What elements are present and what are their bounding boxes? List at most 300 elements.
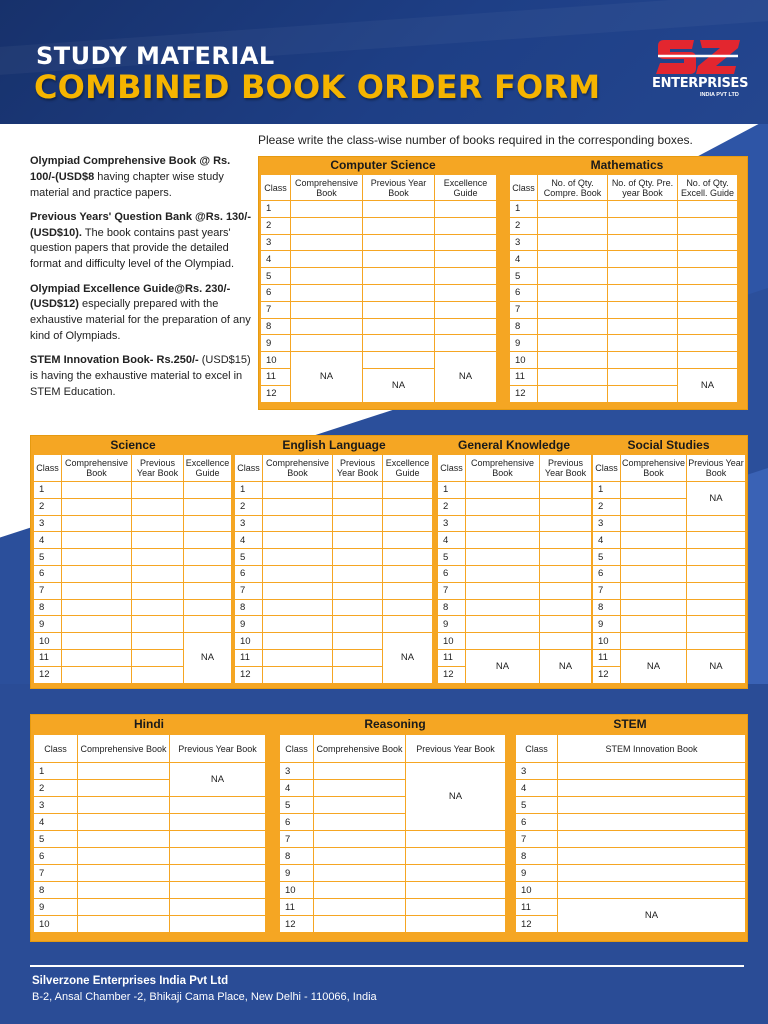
quantity-input-cell[interactable] [608,385,678,402]
quantity-input-cell[interactable] [62,515,132,532]
quantity-input-cell[interactable] [538,201,608,218]
quantity-input-cell[interactable] [687,582,746,599]
quantity-input-cell[interactable] [184,582,232,599]
quantity-input-cell[interactable] [333,649,383,666]
quantity-input-cell[interactable] [608,352,678,369]
quantity-input-cell[interactable] [184,565,232,582]
quantity-input-cell[interactable] [538,368,608,385]
quantity-input-cell[interactable] [435,301,497,318]
table-row [593,649,746,666]
table-row [280,865,506,882]
class-number: 6 [235,565,263,582]
table-row [235,565,433,582]
quantity-input-cell[interactable] [687,549,746,566]
quantity-input-cell[interactable] [466,549,540,566]
class-number: 6 [516,814,558,831]
class-number: 2 [510,217,538,234]
book-description [30,353,252,400]
quantity-input-cell[interactable] [363,318,435,335]
quantity-input-cell[interactable] [170,899,266,916]
class-number: 10 [516,882,558,899]
quantity-input-cell[interactable] [333,599,383,616]
quantity-input-cell[interactable] [291,268,363,285]
quantity-input-cell[interactable] [538,284,608,301]
quantity-input-cell[interactable] [558,797,746,814]
class-number: 12 [261,385,291,402]
table-row [516,865,746,882]
quantity-input-cell[interactable] [78,780,170,797]
quantity-input-cell[interactable] [291,217,363,234]
quantity-input-cell[interactable] [466,633,540,650]
quantity-input-cell[interactable] [62,633,132,650]
class-number: 11 [438,649,466,666]
quantity-input-cell[interactable] [608,301,678,318]
quantity-input-cell[interactable] [363,301,435,318]
book-column-header: Comprehensive Book [466,455,540,482]
class-number: 7 [34,582,62,599]
quantity-input-cell[interactable] [608,335,678,352]
class-number: 3 [235,515,263,532]
table-row [235,599,433,616]
class-number: 10 [280,882,314,899]
quantity-input-cell[interactable] [333,666,383,683]
order-table-stem [515,734,746,933]
quantity-input-cell[interactable] [678,352,738,369]
quantity-input-cell[interactable] [608,251,678,268]
quantity-input-cell[interactable] [132,498,184,515]
table-row [593,532,746,549]
quantity-input-cell[interactable] [62,549,132,566]
quantity-input-cell[interactable] [540,616,592,633]
table-row [510,201,738,218]
class-number: 11 [593,649,621,666]
quantity-input-cell[interactable] [678,217,738,234]
quantity-input-cell[interactable] [62,498,132,515]
class-number: 5 [516,797,558,814]
quantity-input-cell[interactable] [263,582,333,599]
quantity-input-cell[interactable] [466,582,540,599]
class-number: 3 [593,515,621,532]
quantity-input-cell[interactable] [291,301,363,318]
order-table-mathematics [509,174,738,403]
quantity-input-cell[interactable] [435,251,497,268]
quantity-input-cell[interactable] [406,899,506,916]
quantity-input-cell[interactable] [687,532,746,549]
quantity-input-cell[interactable] [435,234,497,251]
quantity-input-cell[interactable] [333,582,383,599]
quantity-input-cell[interactable] [687,616,746,633]
quantity-input-cell[interactable] [558,848,746,865]
quantity-input-cell[interactable] [263,515,333,532]
class-number: 11 [510,368,538,385]
quantity-input-cell[interactable] [558,865,746,882]
class-number: 1 [34,482,62,499]
table-row [280,763,506,780]
quantity-input-cell[interactable] [170,848,266,865]
quantity-input-cell[interactable] [132,549,184,566]
quantity-input-cell[interactable] [263,599,333,616]
quantity-input-cell[interactable] [678,284,738,301]
quantity-input-cell[interactable] [78,916,170,933]
quantity-input-cell[interactable] [333,565,383,582]
quantity-input-cell[interactable] [621,515,687,532]
quantity-input-cell[interactable] [435,217,497,234]
quantity-input-cell[interactable] [263,616,333,633]
book-column-header: Comprehensive Book [621,455,687,482]
table-row [34,814,266,831]
table-row [516,899,746,916]
quantity-input-cell[interactable] [363,234,435,251]
quantity-input-cell[interactable] [538,385,608,402]
quantity-input-cell[interactable] [538,301,608,318]
quantity-input-cell[interactable] [466,532,540,549]
table-row [280,831,506,848]
quantity-input-cell[interactable] [291,318,363,335]
quantity-input-cell[interactable] [608,201,678,218]
quantity-input-cell[interactable] [78,899,170,916]
quantity-input-cell[interactable] [466,616,540,633]
quantity-input-cell[interactable] [314,814,406,831]
quantity-input-cell[interactable] [466,599,540,616]
quantity-input-cell[interactable] [263,666,333,683]
quantity-input-cell[interactable] [363,352,435,369]
quantity-input-cell[interactable] [435,318,497,335]
quantity-input-cell[interactable] [363,335,435,352]
quantity-input-cell[interactable] [333,549,383,566]
quantity-input-cell[interactable] [406,848,506,865]
quantity-input-cell[interactable] [314,763,406,780]
quantity-input-cell[interactable] [678,318,738,335]
quantity-input-cell[interactable] [170,865,266,882]
quantity-input-cell[interactable] [540,515,592,532]
quantity-input-cell[interactable] [538,268,608,285]
quantity-input-cell[interactable] [132,666,184,683]
quantity-input-cell[interactable] [184,482,232,499]
quantity-input-cell[interactable] [291,251,363,268]
class-number: 5 [438,549,466,566]
quantity-input-cell[interactable] [608,368,678,385]
quantity-input-cell[interactable] [132,482,184,499]
na-cell: NA [678,368,738,402]
quantity-input-cell[interactable] [170,814,266,831]
quantity-input-cell[interactable] [333,616,383,633]
quantity-input-cell[interactable] [621,582,687,599]
quantity-input-cell[interactable] [621,633,687,650]
class-number: 7 [280,831,314,848]
table-row [235,633,433,650]
quantity-input-cell[interactable] [621,565,687,582]
quantity-input-cell[interactable] [333,633,383,650]
table-row [261,335,497,352]
class-number: 12 [510,385,538,402]
quantity-input-cell[interactable] [78,882,170,899]
quantity-input-cell[interactable] [363,201,435,218]
class-number: 8 [438,599,466,616]
quantity-input-cell[interactable] [184,498,232,515]
quantity-input-cell[interactable] [406,916,506,933]
quantity-input-cell[interactable] [621,599,687,616]
quantity-input-cell[interactable] [435,284,497,301]
quantity-input-cell[interactable] [558,882,746,899]
quantity-input-cell[interactable] [263,649,333,666]
quantity-input-cell[interactable] [678,201,738,218]
quantity-input-cell[interactable] [62,582,132,599]
class-number: 10 [438,633,466,650]
table-row [438,582,592,599]
quantity-input-cell[interactable] [62,666,132,683]
quantity-input-cell[interactable] [621,532,687,549]
quantity-input-cell[interactable] [435,201,497,218]
table-row [261,352,497,369]
book-detail: The book contains past years' question papers that provide the detailed format and difficulty level of the Olympiad. [30,226,235,271]
header-title: COMBINED BOOK ORDER FORM [34,68,601,106]
quantity-input-cell[interactable] [263,565,333,582]
quantity-input-cell[interactable] [333,482,383,499]
quantity-input-cell[interactable] [540,549,592,566]
quantity-input-cell[interactable] [78,865,170,882]
na-cell: NA [184,633,232,683]
quantity-input-cell[interactable] [538,251,608,268]
quantity-input-cell[interactable] [678,268,738,285]
table-row [438,532,592,549]
quantity-input-cell[interactable] [132,582,184,599]
class-number: 5 [235,549,263,566]
quantity-input-cell[interactable] [383,582,433,599]
quantity-input-cell[interactable] [291,234,363,251]
quantity-input-cell[interactable] [170,916,266,933]
quantity-input-cell[interactable] [184,599,232,616]
quantity-input-cell[interactable] [687,515,746,532]
quantity-input-cell[interactable] [678,251,738,268]
class-column-header: Class [516,735,558,763]
quantity-input-cell[interactable] [435,335,497,352]
quantity-input-cell[interactable] [540,599,592,616]
quantity-input-cell[interactable] [263,482,333,499]
order-table-gk [437,454,592,684]
quantity-input-cell[interactable] [621,616,687,633]
quantity-input-cell[interactable] [558,831,746,848]
quantity-input-cell[interactable] [466,482,540,499]
quantity-input-cell[interactable] [170,797,266,814]
quantity-input-cell[interactable] [62,482,132,499]
book-column-header: Comprehensive Book [78,735,170,763]
quantity-input-cell[interactable] [132,616,184,633]
quantity-input-cell[interactable] [540,565,592,582]
quantity-input-cell[interactable] [540,482,592,499]
quantity-input-cell[interactable] [538,217,608,234]
class-number: 6 [34,848,78,865]
table-row [510,268,738,285]
quantity-input-cell[interactable] [406,831,506,848]
quantity-input-cell[interactable] [170,831,266,848]
quantity-input-cell[interactable] [314,899,406,916]
quantity-input-cell[interactable] [538,318,608,335]
quantity-input-cell[interactable] [132,633,184,650]
class-number: 5 [510,268,538,285]
quantity-input-cell[interactable] [62,599,132,616]
quantity-input-cell[interactable] [608,284,678,301]
quantity-input-cell[interactable] [538,335,608,352]
quantity-input-cell[interactable] [435,268,497,285]
quantity-input-cell[interactable] [184,549,232,566]
footer-address: B-2, Ansal Chamber -2, Bhikaji Cama Place, New Delhi - 110066, India [32,991,377,1003]
class-column-header: Class [438,455,466,482]
quantity-input-cell[interactable] [608,234,678,251]
class-number: 12 [516,916,558,933]
quantity-input-cell[interactable] [540,633,592,650]
class-number: 8 [261,318,291,335]
table-row [516,763,746,780]
quantity-input-cell[interactable] [687,599,746,616]
quantity-input-cell[interactable] [184,515,232,532]
quantity-input-cell[interactable] [78,763,170,780]
book-detail: especially prepared with the exhaustive material for the preparation of any kind of Olympiads. [30,298,251,342]
quantity-input-cell[interactable] [363,251,435,268]
quantity-input-cell[interactable] [608,268,678,285]
quantity-input-cell[interactable] [170,882,266,899]
quantity-input-cell[interactable] [538,352,608,369]
quantity-input-cell[interactable] [263,549,333,566]
table-row [34,831,266,848]
quantity-input-cell[interactable] [621,498,687,515]
quantity-input-cell[interactable] [687,633,746,650]
class-number: 11 [261,368,291,385]
book-column-header: No. of Qty. Compre. Book [538,175,608,201]
na-cell: NA [687,482,746,516]
na-cell: NA [687,649,746,683]
quantity-input-cell[interactable] [314,848,406,865]
quantity-input-cell[interactable] [78,848,170,865]
quantity-input-cell[interactable] [540,582,592,599]
quantity-input-cell[interactable] [314,831,406,848]
quantity-input-cell[interactable] [363,284,435,301]
quantity-input-cell[interactable] [678,301,738,318]
quantity-input-cell[interactable] [678,335,738,352]
table-row [510,251,738,268]
order-table-english [234,454,433,684]
quantity-input-cell[interactable] [406,865,506,882]
table-row [34,549,232,566]
quantity-input-cell[interactable] [383,565,433,582]
quantity-input-cell[interactable] [62,565,132,582]
table-row [438,515,592,532]
quantity-input-cell[interactable] [333,532,383,549]
class-number: 8 [34,599,62,616]
quantity-input-cell[interactable] [383,498,433,515]
table-row [261,201,497,218]
quantity-input-cell[interactable] [383,549,433,566]
quantity-input-cell[interactable] [687,565,746,582]
quantity-input-cell[interactable] [383,515,433,532]
table-row [593,482,746,499]
quantity-input-cell[interactable] [558,814,746,831]
quantity-input-cell[interactable] [62,532,132,549]
order-table-social [592,454,746,684]
table-row [34,882,266,899]
quantity-input-cell[interactable] [383,532,433,549]
quantity-input-cell[interactable] [263,532,333,549]
quantity-input-cell[interactable] [314,797,406,814]
quantity-input-cell[interactable] [263,498,333,515]
class-number: 11 [34,649,62,666]
quantity-input-cell[interactable] [291,201,363,218]
quantity-input-cell[interactable] [466,498,540,515]
quantity-input-cell[interactable] [363,217,435,234]
quantity-input-cell[interactable] [558,780,746,797]
quantity-input-cell[interactable] [314,916,406,933]
class-number: 4 [593,532,621,549]
table-row [510,217,738,234]
quantity-input-cell[interactable] [78,797,170,814]
quantity-input-cell[interactable] [184,532,232,549]
quantity-input-cell[interactable] [538,234,608,251]
class-number: 9 [510,335,538,352]
quantity-input-cell[interactable] [363,268,435,285]
quantity-input-cell[interactable] [333,515,383,532]
quantity-input-cell[interactable] [406,882,506,899]
class-number: 8 [34,882,78,899]
quantity-input-cell[interactable] [608,217,678,234]
quantity-input-cell[interactable] [132,599,184,616]
quantity-input-cell[interactable] [291,335,363,352]
quantity-input-cell[interactable] [621,549,687,566]
quantity-input-cell[interactable] [263,633,333,650]
na-cell: NA [621,649,687,683]
quantity-input-cell[interactable] [678,234,738,251]
table-row [510,368,738,385]
quantity-input-cell[interactable] [466,565,540,582]
quantity-input-cell[interactable] [132,649,184,666]
table-row [34,565,232,582]
quantity-input-cell[interactable] [78,814,170,831]
class-number: 11 [516,899,558,916]
table-row [516,882,746,899]
quantity-input-cell[interactable] [608,318,678,335]
class-number: 1 [438,482,466,499]
quantity-input-cell[interactable] [132,532,184,549]
quantity-input-cell[interactable] [314,780,406,797]
quantity-input-cell[interactable] [383,482,433,499]
quantity-input-cell[interactable] [466,515,540,532]
quantity-input-cell[interactable] [184,616,232,633]
quantity-input-cell[interactable] [62,616,132,633]
table-row [261,234,497,251]
quantity-input-cell[interactable] [314,882,406,899]
class-number: 4 [261,251,291,268]
quantity-input-cell[interactable] [558,763,746,780]
quantity-input-cell[interactable] [383,599,433,616]
quantity-input-cell[interactable] [62,649,132,666]
table-title-english: English Language [282,438,386,452]
quantity-input-cell[interactable] [291,284,363,301]
quantity-input-cell[interactable] [333,498,383,515]
quantity-input-cell[interactable] [132,565,184,582]
quantity-input-cell[interactable] [78,831,170,848]
class-number: 1 [593,482,621,499]
class-number: 11 [280,899,314,916]
quantity-input-cell[interactable] [621,482,687,499]
quantity-input-cell[interactable] [540,532,592,549]
table-row [510,335,738,352]
quantity-input-cell[interactable] [540,498,592,515]
table-row [34,532,232,549]
table-row [516,797,746,814]
class-number: 7 [261,301,291,318]
quantity-input-cell[interactable] [314,865,406,882]
quantity-input-cell[interactable] [383,616,433,633]
quantity-input-cell[interactable] [132,515,184,532]
table-row [510,352,738,369]
